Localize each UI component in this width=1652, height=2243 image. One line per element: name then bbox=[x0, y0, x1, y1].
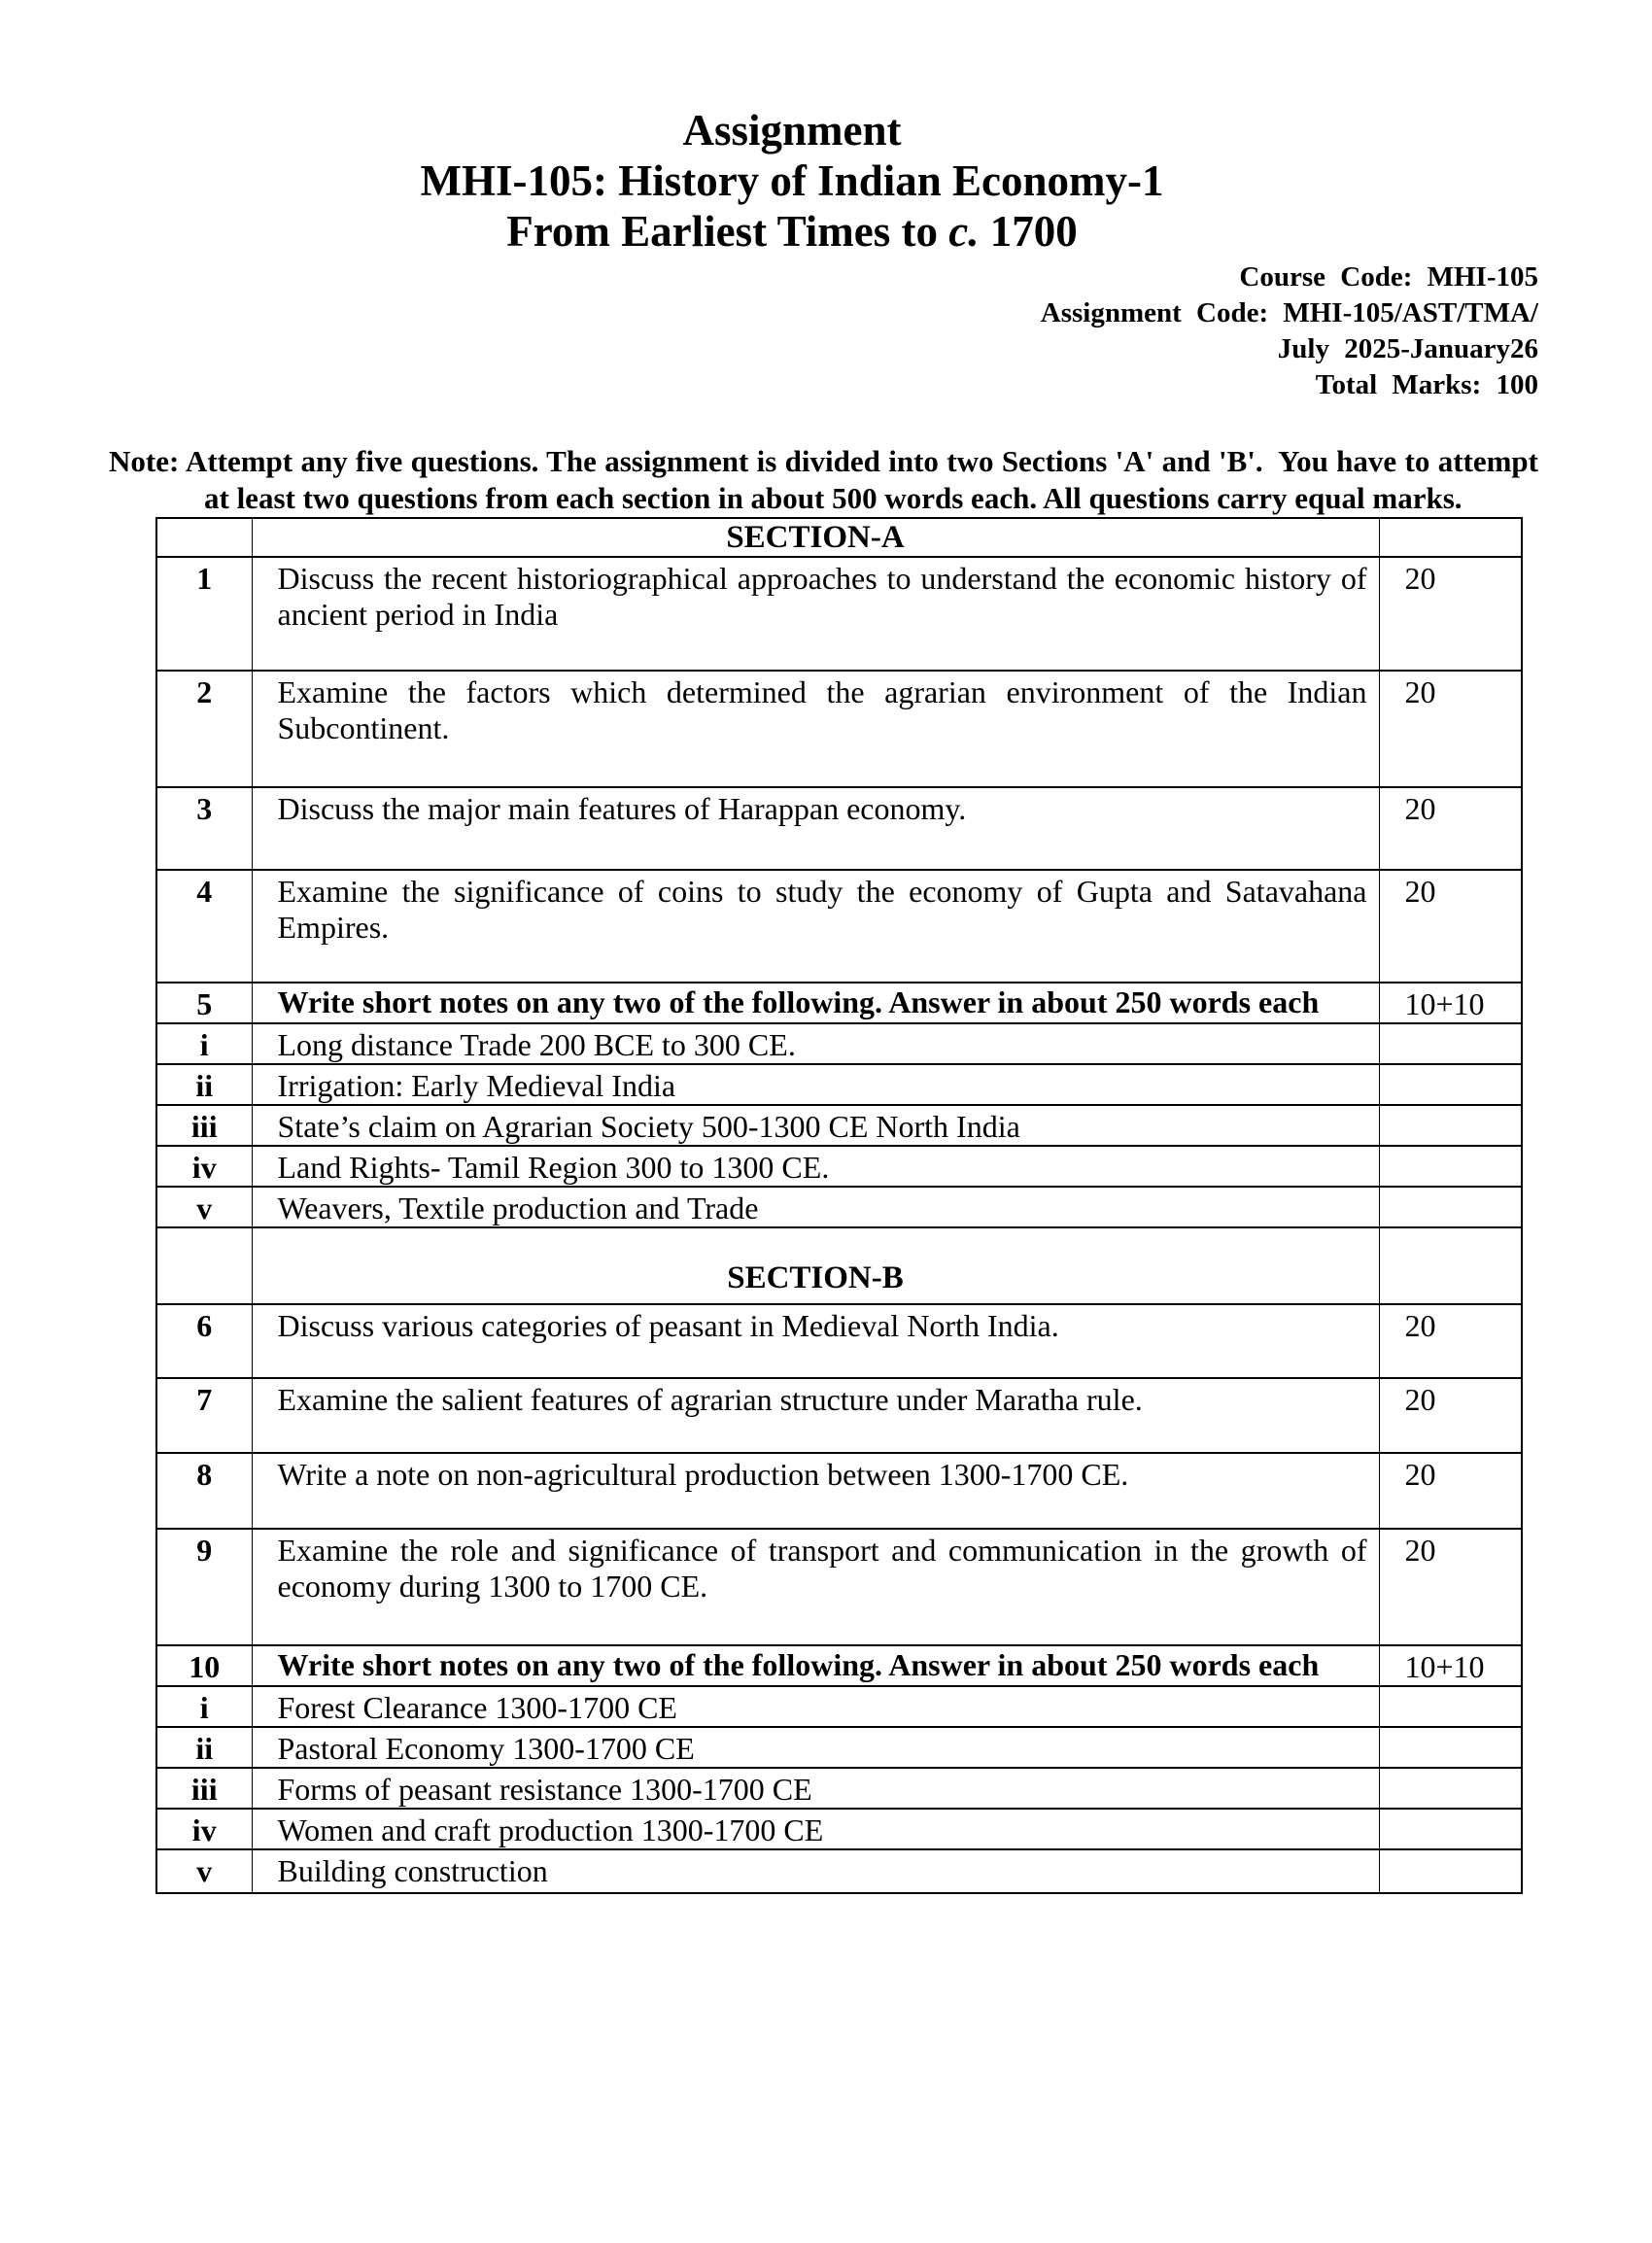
question-text-cell: Long distance Trade 200 BCE to 300 CE. bbox=[252, 1023, 1379, 1064]
question-text-cell: Forms of peasant resistance 1300-1700 CE bbox=[252, 1768, 1379, 1809]
question-text-cell: Discuss the major main features of Harappan economy. bbox=[252, 787, 1379, 870]
question-text-cell: Examine the factors which determined the agrarian environment of the Indian Subcontinent. bbox=[252, 671, 1379, 787]
marks-cell bbox=[1379, 518, 1522, 557]
question-number-cell: i bbox=[156, 1023, 252, 1064]
marks-cell bbox=[1379, 1105, 1522, 1146]
question-number-cell: 5 bbox=[156, 983, 252, 1023]
question-number-cell: 8 bbox=[156, 1453, 252, 1529]
marks-cell: 20 bbox=[1379, 1378, 1522, 1453]
page-title: Assignment bbox=[682, 106, 902, 155]
meta-block bbox=[0, 259, 1538, 403]
question-text-cell: Weavers, Textile production and Trade bbox=[252, 1187, 1379, 1227]
marks-cell bbox=[1379, 1768, 1522, 1809]
row-number-cell bbox=[156, 1227, 252, 1304]
question-number-cell: iv bbox=[156, 1146, 252, 1187]
table-row bbox=[156, 1529, 1522, 1645]
table-row bbox=[156, 1146, 1522, 1187]
table-row bbox=[156, 1727, 1522, 1768]
marks-cell: 20 bbox=[1379, 1304, 1522, 1378]
marks-cell bbox=[1379, 1146, 1522, 1187]
marks-cell bbox=[1379, 1187, 1522, 1227]
row-number-cell bbox=[156, 518, 252, 557]
subtitle bbox=[0, 206, 1584, 257]
marks-cell: 20 bbox=[1379, 870, 1522, 983]
question-text-cell: Land Rights- Tamil Region 300 to 1300 CE. bbox=[252, 1146, 1379, 1187]
table-row bbox=[156, 1686, 1522, 1727]
table-row bbox=[156, 557, 1522, 671]
question-number-cell: i bbox=[156, 1686, 252, 1727]
section-header-cell: SECTION-A bbox=[252, 518, 1379, 557]
question-number-cell: ii bbox=[156, 1064, 252, 1105]
question-text-cell: Irrigation: Early Medieval India bbox=[252, 1064, 1379, 1105]
marks-cell bbox=[1379, 1686, 1522, 1727]
course-title: MHI-105: History of Indian Economy-1 bbox=[420, 156, 1164, 205]
table-row bbox=[156, 1227, 1522, 1304]
marks-cell bbox=[1379, 1809, 1522, 1849]
question-text-cell: Discuss various categories of peasant in Medieval North India. bbox=[252, 1304, 1379, 1378]
table-row bbox=[156, 1105, 1522, 1146]
question-text-cell: Building construction bbox=[252, 1849, 1379, 1893]
marks-cell: 20 bbox=[1379, 671, 1522, 787]
question-number-cell: v bbox=[156, 1187, 252, 1227]
table-row bbox=[156, 1023, 1522, 1064]
question-text-cell: Write a note on non-agricultural production between 1300-1700 CE. bbox=[252, 1453, 1379, 1529]
question-number-cell: iv bbox=[156, 1809, 252, 1849]
marks-cell bbox=[1379, 1064, 1522, 1105]
question-number-cell: iii bbox=[156, 1105, 252, 1146]
subtitle-prefix: From Earliest Times to bbox=[506, 207, 949, 256]
table-row bbox=[156, 1187, 1522, 1227]
table-row bbox=[156, 787, 1522, 870]
table-row bbox=[156, 1064, 1522, 1105]
note-text: Note: Attempt any five questions. The assignment is divided into two Sections 'A' and 'B'. You have to attempt at least two questions from each section in about 500 words each. All questions carry equal marks. bbox=[109, 444, 1538, 515]
question-number-cell: 1 bbox=[156, 557, 252, 671]
question-number-cell: 9 bbox=[156, 1529, 252, 1645]
question-number-cell: 10 bbox=[156, 1645, 252, 1686]
question-number-cell: v bbox=[156, 1849, 252, 1893]
questions-table-body bbox=[156, 518, 1522, 1893]
question-text-cell: Examine the salient features of agrarian structure under Maratha rule. bbox=[252, 1378, 1379, 1453]
table-row bbox=[156, 1378, 1522, 1453]
questions-table bbox=[155, 517, 1523, 1894]
question-number-cell: 4 bbox=[156, 870, 252, 983]
marks-cell bbox=[1379, 1849, 1522, 1893]
marks-cell: 20 bbox=[1379, 557, 1522, 671]
question-text-cell: Write short notes on any two of the following. Answer in about 250 words each bbox=[252, 1645, 1379, 1686]
table-row bbox=[156, 671, 1522, 787]
assignment-page bbox=[0, 105, 1652, 2243]
marks-cell: 10+10 bbox=[1379, 1645, 1522, 1686]
section-header-cell: SECTION-B bbox=[252, 1227, 1379, 1304]
marks-cell: 20 bbox=[1379, 787, 1522, 870]
title-block bbox=[0, 105, 1584, 257]
question-text-cell: Women and craft production 1300-1700 CE bbox=[252, 1809, 1379, 1849]
table-row bbox=[156, 1453, 1522, 1529]
question-number-cell: 3 bbox=[156, 787, 252, 870]
table-row bbox=[156, 1304, 1522, 1378]
table-row bbox=[156, 1768, 1522, 1809]
marks-cell bbox=[1379, 1727, 1522, 1768]
marks-cell bbox=[1379, 1227, 1522, 1304]
question-text-cell: Forest Clearance 1300-1700 CE bbox=[252, 1686, 1379, 1727]
question-number-cell: 7 bbox=[156, 1378, 252, 1453]
session-line: July 2025-January26 bbox=[1277, 333, 1538, 364]
question-text-cell: Discuss the recent historiographical approaches to understand the economic history of ancient period in India bbox=[252, 557, 1379, 671]
table-row bbox=[156, 1645, 1522, 1686]
assignment-code-line: Assignment Code: MHI-105/AST/TMA/ bbox=[1040, 297, 1538, 328]
marks-cell: 10+10 bbox=[1379, 983, 1522, 1023]
table-row bbox=[156, 1849, 1522, 1893]
table-row bbox=[156, 870, 1522, 983]
question-text-cell: Write short notes on any two of the following. Answer in about 250 words each bbox=[252, 983, 1379, 1023]
course-code-line: Course Code: MHI-105 bbox=[1239, 261, 1538, 293]
subtitle-suffix: 1700 bbox=[979, 207, 1078, 256]
question-number-cell: ii bbox=[156, 1727, 252, 1768]
marks-cell: 20 bbox=[1379, 1529, 1522, 1645]
question-text-cell: State’s claim on Agrarian Society 500-1300 CE North India bbox=[252, 1105, 1379, 1146]
question-number-cell: 6 bbox=[156, 1304, 252, 1378]
question-number-cell: 2 bbox=[156, 671, 252, 787]
question-text-cell: Examine the significance of coins to study the economy of Gupta and Satavahana Empires. bbox=[252, 870, 1379, 983]
question-text-cell: Examine the role and significance of transport and communication in the growth of economy during 1300 to 1700 CE. bbox=[252, 1529, 1379, 1645]
total-marks-line: Total Marks: 100 bbox=[1315, 369, 1538, 400]
table-row bbox=[156, 518, 1522, 557]
marks-cell bbox=[1379, 1023, 1522, 1064]
table-row bbox=[156, 983, 1522, 1023]
question-text-cell: Pastoral Economy 1300-1700 CE bbox=[252, 1727, 1379, 1768]
question-number-cell: iii bbox=[156, 1768, 252, 1809]
subtitle-circa: c. bbox=[948, 207, 980, 256]
marks-cell: 20 bbox=[1379, 1453, 1522, 1529]
table-row bbox=[156, 1809, 1522, 1849]
